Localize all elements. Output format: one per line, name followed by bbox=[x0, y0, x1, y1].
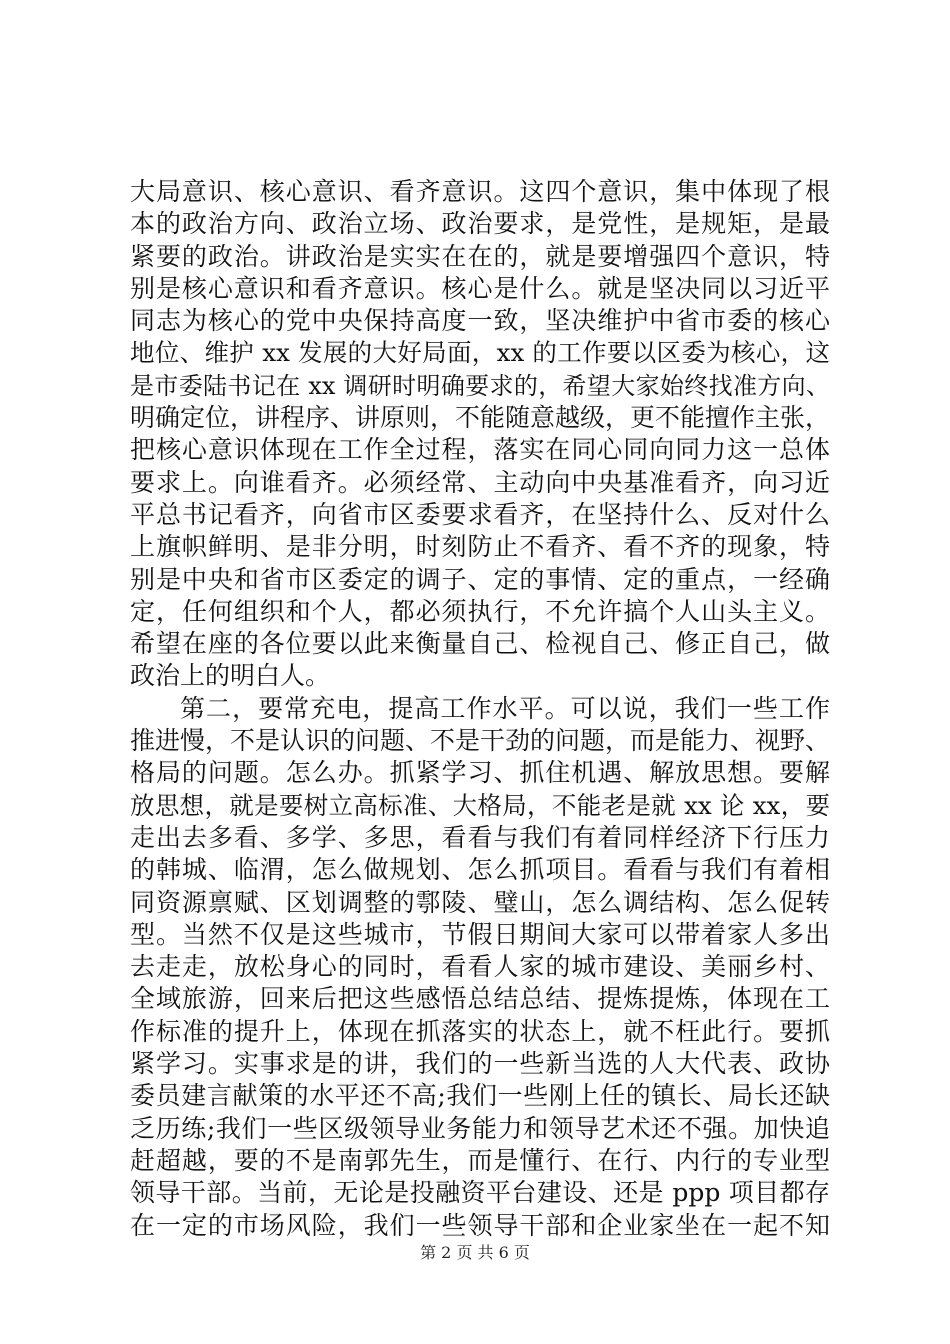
paragraph-2-line: 放思想，就是要树立高标准、大格局，不能老是就 xx 论 xx，要 bbox=[130, 790, 830, 820]
paragraph-2-line: 赶超越，要的不是南郭先生，而是懂行、在行、内行的专业型 bbox=[130, 1145, 830, 1175]
paragraph-2-line: 领导干部。当前，无论是投融资平台建设、还是 ppp 项目都存 bbox=[130, 1178, 830, 1208]
paragraph-2-line: 的韩城、临渭，怎么做规划、怎么抓项目。看看与我们有着相 bbox=[130, 855, 830, 885]
paragraph-2-line: 全域旅游，回来后把这些感悟总结总结、提炼提炼，体现在工 bbox=[130, 984, 830, 1014]
paragraph-1-line: 地位、维护 xx 发展的大好局面，xx 的工作要以区委为核心，这 bbox=[130, 338, 830, 368]
paragraph-1-line: 别是中央和省市区委定的调子、定的事情、定的重点，一经确 bbox=[130, 564, 830, 594]
paragraph-2-line: 第二，要常充电，提高工作水平。可以说，我们一些工作 bbox=[180, 693, 830, 723]
paragraph-2-line: 委员建言献策的水平还不高;我们一些刚上任的镇长、局长还缺 bbox=[130, 1081, 830, 1111]
paragraph-2-line: 同资源禀赋、区划调整的鄠陵、璧山，怎么调结构、怎么促转 bbox=[130, 887, 830, 917]
paragraph-1-line: 上旗帜鲜明、是非分明，时刻防止不看齐、看不齐的现象，特 bbox=[130, 532, 830, 562]
paragraph-2-line: 格局的问题。怎么办。抓紧学习、抓住机遇、解放思想。要解 bbox=[130, 758, 830, 788]
paragraph-2-line: 走出去多看、多学、多思，看看与我们有着同样经济下行压力 bbox=[130, 822, 830, 852]
paragraph-1-line: 希望在座的各位要以此来衡量自己、检视自己、修正自己，做 bbox=[130, 629, 830, 659]
paragraph-2-line: 去走走，放松身心的同时，看看人家的城市建设、美丽乡村、 bbox=[130, 952, 830, 982]
paragraph-2-line: 推进慢，不是认识的问题、不是干劲的问题，而是能力、视野、 bbox=[130, 726, 831, 756]
paragraph-1-line: 本的政治方向、政治立场、政治要求，是党性，是规矩，是最 bbox=[130, 209, 830, 239]
paragraph-1-line: 定，任何组织和个人，都必须执行，不允许搞个人山头主义。 bbox=[130, 596, 830, 626]
document-body bbox=[130, 176, 830, 1242]
paragraph-2-line: 在一定的市场风险，我们一些领导干部和企业家坐在一起不知 bbox=[130, 1210, 830, 1240]
page-footer: 第 2 页 共 6 页 bbox=[420, 1243, 530, 1262]
paragraph-2-line: 型。当然不仅是这些城市，节假日期间大家可以带着家人多出 bbox=[130, 919, 830, 949]
paragraph-1-line: 明确定位，讲程序、讲原则，不能随意越级，更不能擅作主张， bbox=[130, 403, 831, 433]
paragraph-1-line: 政治上的明白人。 bbox=[130, 661, 331, 691]
paragraph-1-line: 紧要的政治。讲政治是实实在在的，就是要增强四个意识，特 bbox=[130, 241, 830, 271]
paragraph-1-line: 把核心意识体现在工作全过程，落实在同心同向同力这一总体 bbox=[130, 435, 830, 465]
paragraph-1-line: 平总书记看齐，向省市区委要求看齐，在坚持什么、反对什么 bbox=[130, 499, 830, 529]
paragraph-1-line: 是市委陆书记在 xx 调研时明确要求的，希望大家始终找准方向、 bbox=[130, 371, 830, 400]
paragraph-1-line: 别是核心意识和看齐意识。核心是什么。就是坚决同以习近平 bbox=[130, 273, 830, 303]
paragraph-1-line: 大局意识、核心意识、看齐意识。这四个意识，集中体现了根 bbox=[130, 177, 830, 206]
paragraph-2-line: 乏历练;我们一些区级领导业务能力和领导艺术还不强。加快追 bbox=[130, 1113, 830, 1143]
paragraph-1-line: 要求上。向谁看齐。必须经常、主动向中央基准看齐，向习近 bbox=[130, 467, 830, 497]
paragraph-1-line: 同志为核心的党中央保持高度一致，坚决维护中省市委的核心 bbox=[130, 306, 830, 336]
paragraph-2-line: 作标准的提升上，体现在抓落实的状态上，就不枉此行。要抓 bbox=[130, 1016, 830, 1046]
paragraph-2-line: 紧学习。实事求是的讲，我们的一些新当选的人大代表、政协 bbox=[130, 1049, 830, 1079]
